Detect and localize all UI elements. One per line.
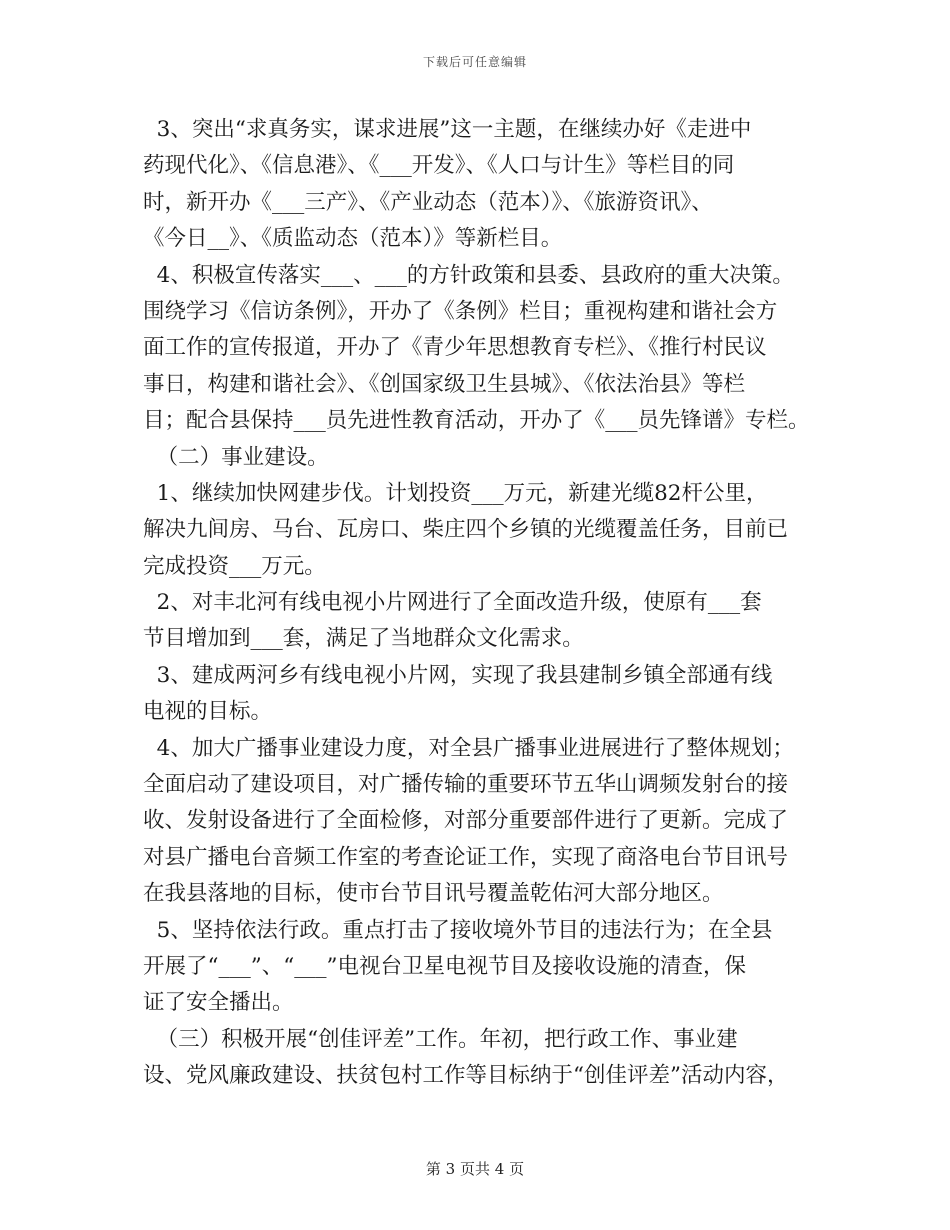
text-line: 目；配合县保持___员先进性教育活动，开办了《___员先锋谱》专栏。 [143,408,810,434]
text-line: 3、突出“求真务实，谋求进展”这一主题，在继续办好《走进中 [143,117,752,142]
text-line: 4、积极宣传落实___、___的方针政策和县委、县政府的重大决策。 [143,262,794,288]
document-body [143,112,833,1095]
text-line: 对县广播电台音频工作室的考查论证工作，实现了商洛电台节目讯号 [143,844,789,870]
text-line: 解决九间房、马台、瓦房口、柴庄四个乡镇的光缆覆盖任务，目前已 [143,517,789,543]
text-line: 药现代化》、《信息港》、《___开发》、《人口与计生》等栏目的同 [143,153,735,179]
text-line: 面工作的宣传报道，开办了《青少年思想教育专栏》、《推行村民议 [143,335,767,361]
text-line: 5、坚持依法行政。重点打击了接收境外节目的违法行为；在全县 [143,917,773,943]
text-line: 时，新开办《___三产》、《产业动态（范本）》、《旅游资讯》、 [143,189,713,215]
text-line: 电视的目标。 [143,699,273,725]
text-line: 收、发射设备进行了全面检修，对部分重要部件进行了更新。完成了 [143,808,789,834]
section-heading: （二）事业建设。 [143,444,329,470]
text-line: 1、继续加快网建步伐。计划投资___万元，新建光缆82杆公里， [143,480,768,506]
text-line: 证了安全播出。 [143,990,294,1016]
text-line: 设、党风廉政建设、扶贫包村工作等目标纳于“创佳评差”活动内容， [143,1063,789,1089]
text-line: 在我县落地的目标，使市台节目讯号覆盖乾佑河大部分地区。 [143,881,724,907]
section-heading: （三）积极开展“创佳评差”工作。年初，把行政工作、事业建 [143,1026,738,1052]
text-line: 全面启动了建设项目，对广播传输的重要环节五华山调频发射台的接 [143,772,789,798]
text-line: 4、加大广播事业建设力度，对全县广播事业进展进行了整体规划； [143,735,794,761]
text-line: 围绕学习《信访条例》，开办了《条例》栏目；重视构建和谐社会方 [143,298,778,324]
text-line: 开展了“___”、“___”电视台卫星电视节目及接收设施的清查，保 [143,953,746,979]
text-line: 事日，构建和谐社会》、《创国家级卫生县城》、《依法治县》等栏 [143,371,746,397]
page-header-note: 下载后可任意编辑 [422,55,527,69]
text-line: 《今日__》、《质监动态（范本）》等新栏目。 [143,226,563,252]
text-line: 3、建成两河乡有线电视小片网，实现了我县建制乡镇全部通有线 [143,662,773,688]
page-number: 第 3 页共 4 页 [425,1160,525,1178]
text-line: 完成投资___万元。 [143,553,326,579]
text-line: 2、对丰北河有线电视小片网进行了全面改造升级，使原有___套 [143,590,762,616]
text-line: 节目增加到___套，满足了当地群众文化需求。 [143,626,584,652]
